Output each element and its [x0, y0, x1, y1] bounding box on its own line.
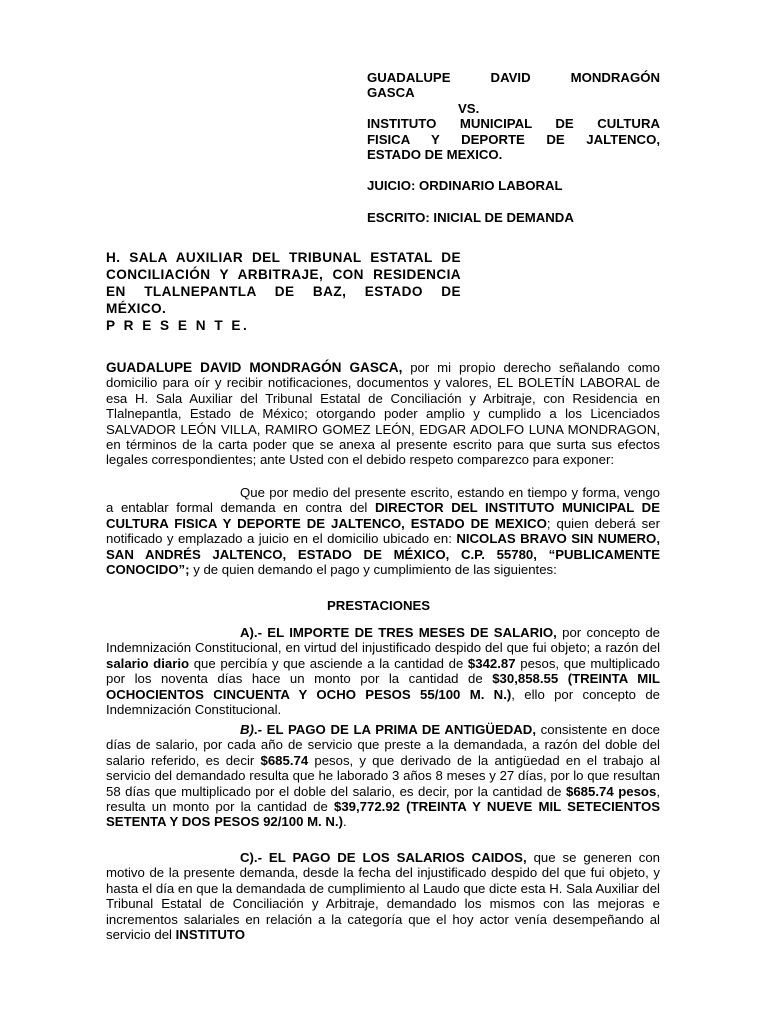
defendant-name-line3: ESTADO DE MEXICO. [367, 147, 503, 163]
salario-diario-label: salario diario [106, 655, 190, 671]
addressee-line4: MÉXICO. [106, 301, 167, 316]
case-caption [367, 70, 660, 225]
prestacion-c-bold-end: INSTITUTO [175, 927, 245, 943]
prestacion-c-title: C).- EL PAGO DE LOS SALARIOS CAIDOS, [240, 850, 527, 865]
demand-paragraph [106, 485, 660, 577]
plaintiff-name: GUADALUPE DAVID MONDRAGÓN GASCA, [106, 360, 403, 375]
plaintiff-name-line2: GASCA [367, 85, 415, 101]
intro-paragraph [106, 360, 660, 468]
intro-text: por mi propio derecho señalando como domicilio para oír y recibir notificaciones, documentos y valores, EL BOLETÍN LABORAL de esa H. Sala Auxiliar del Tribunal Estatal de Conciliación y Arbitraje, con Residencia en Tlalnepantla, Estado de México; otorgando poder amplio y cumplido a los Licenciados SALVADOR LEÓN VILLA, RAMIRO GOMEZ LEÓN, EDGAR ADOLFO LUNA MONDRAGON, en términos de la carta poder que se anexa al presente escrito para que surta sus efectos legales correspondientes; ante Usted con el debido respeto comparezco para exponer: [106, 360, 660, 468]
presente-label: P R E S E N T E. [106, 318, 250, 333]
demand-text-1: Que por medio del presente escrito, estando en tiempo y forma, vengo a entablar formal demanda en contra del [106, 485, 660, 516]
addressee-line2: CONCILIACIÓN Y ARBITRAJE, CON RESIDENCIA [106, 267, 461, 282]
plaintiff-name-line1: GUADALUPE DAVID MONDRAGÓN [367, 70, 660, 85]
antiguedad-amount: $39,772.92 (TREINTA Y NUEVE MIL SETECIENTOS SETENTA Y DOS PESOS 92/100 M. N.) [106, 799, 660, 830]
prestacion-b-text-4: . [342, 814, 347, 830]
prestacion-b-text-3: , resulta un monto por la cantidad de [106, 783, 660, 815]
demand-defendant: DIRECTOR DEL INSTITUTO MUNICIPAL DE CULTURA FISICA Y DEPORTE DE JALTENCO, ESTADO DE MEXICO [106, 500, 661, 531]
daily-salary-amount: $342.87 [467, 655, 516, 671]
demand-address: NICOLAS BRAVO SIN NUMERO, SAN ANDRÉS JALTENCO, ESTADO DE MÉXICO, C.P. 55780, “PUBLICAMENTE CONOCIDO”; [106, 531, 660, 578]
defendant-name-line2: FISICA Y DEPORTE DE JALTENCO, [367, 131, 660, 147]
demand-text-3: y de quien demando el pago y cumplimiento de las siguientes: [189, 562, 557, 578]
prestacion-a-title: A).- EL IMPORTE DE TRES MESES DE SALARIO, [240, 625, 557, 640]
prestacion-b-text-1: consistente en doce días de salario, por cada año de servicio que preste a la demandada, a razón del doble del salario referido, es decir [106, 722, 660, 768]
double-salary-amount: $685.74 [260, 752, 309, 768]
defendant-name-line1: INSTITUTO MUNICIPAL DE CULTURA [367, 116, 660, 132]
prestacion-b-text-2: pesos, y que derivado de la antigüedad en el trabajo al servicio del demandado resulta que he laborado 3 años 8 meses y 27 días, por lo que resultan 58 días que multiplicado por el doble del salario, es decir, por la cantidad de [106, 752, 660, 799]
prestacion-b-title: .- EL PAGO DE LA PRIMA DE ANTIGÜEDAD, [253, 722, 536, 737]
double-salary-amount-2: $685.74 pesos [566, 783, 657, 799]
prestacion-b-letter: B) [240, 722, 254, 737]
prestacion-a [106, 625, 660, 717]
demand-text-2: ; quien deberá ser notificado y emplazado a juicio en el domicilio ubicado en: [106, 515, 660, 547]
indemnizacion-amount: $30,858.55 (TREINTA MIL OCHOCIENTOS CINCUENTA Y OCHO PESOS 55/100 M. N.) [106, 671, 660, 702]
addressee-block [106, 249, 461, 334]
addressee-line1: H. SALA AUXILIAR DEL TRIBUNAL ESTATAL DE [106, 250, 461, 265]
prestacion-c-text-1: que se generen con motivo de la presente demanda, desde la fecha del injustificado despido del que fui objeto, y hasta el día en que la demandada de cumplimiento al Laudo que dicte esta H. Sala Auxiliar del Tribunal Estatal de Conciliación y Arbitraje, demandado los mismos con las mejoras e incrementos salariales en relación a la categoría que el hoy actor venía desempeñando al servicio del [106, 850, 660, 943]
prestacion-b [106, 722, 660, 830]
prestacion-c [106, 850, 660, 942]
prestacion-a-text-4: , ello por concepto de Indemnización Constitucional. [106, 686, 660, 718]
prestacion-a-text-2: que percibía y que asciende a la cantidad de [189, 655, 468, 671]
escrito-type: ESCRITO: INICIAL DE DEMANDA [367, 209, 574, 225]
addressee-line3: EN TLALNEPANTLA DE BAZ, ESTADO DE [106, 284, 461, 299]
versus-label: VS. [458, 100, 480, 116]
prestacion-a-text-3: pesos, que multiplicado por los noventa días hace un monto por la cantidad de [106, 655, 661, 687]
juicio-type: JUICIO: ORDINARIO LABORAL [367, 178, 563, 194]
prestacion-a-text-1: por concepto de Indemnización Constitucional, en virtud del injustificado despido del que fui objeto; a razón del [106, 625, 661, 656]
prestaciones-heading: PRESTACIONES [327, 598, 431, 613]
